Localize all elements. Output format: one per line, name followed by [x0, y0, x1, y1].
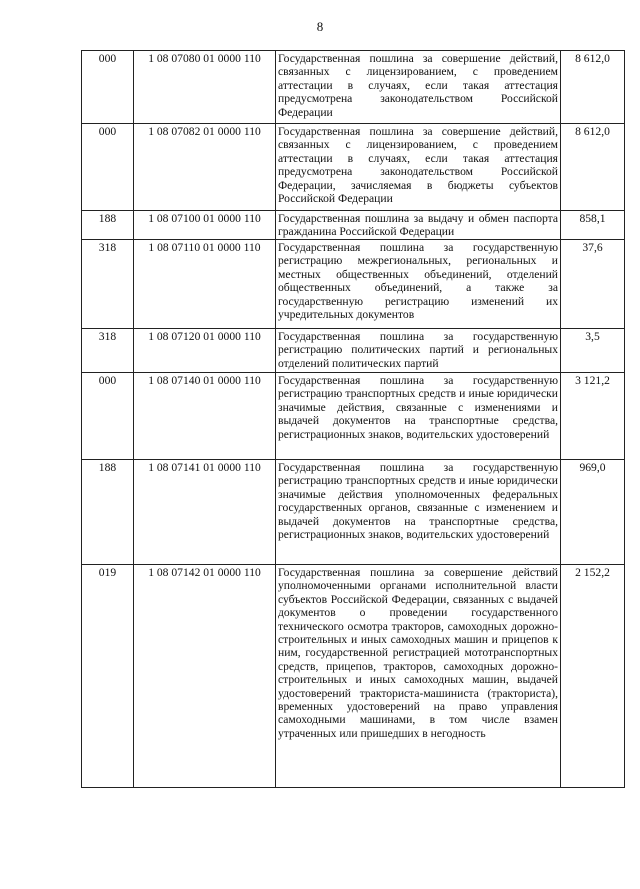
budget-classification-code-cell: 1 08 07080 01 0000 110	[134, 51, 276, 124]
admin-code-cell: 000	[82, 51, 134, 124]
amount-cell: 2 152,2	[561, 565, 625, 788]
table-row	[82, 240, 625, 329]
revenue-description-cell: Государственная пошлина за государственную регистрацию транспортных средств и иные юридически значимые действия уполномоченных федеральных государственных органов, связанные с изменением и выдачей документов на транспортные средства, регистрационных знаков, водительских удостоверений	[276, 460, 561, 565]
table-row	[82, 460, 625, 565]
amount-cell: 8 612,0	[561, 124, 625, 211]
budget-classification-code-cell: 1 08 07100 01 0000 110	[134, 211, 276, 240]
revenue-description-cell: Государственная пошлина за совершение действий уполномоченными органами исполнительной власти субъектов Российской Федерации, связанных с выдачей документов о проведении государственного технического осмотра тракторов, самоходных дорожно-строительных и иных самоходных машин и прицепов к ним, государственной регистрацией мототранспортных средств, прицепов, тракторов, самоходных дорожно-строительных и иных самоходных машин, выдачей удостоверений тракториста-машиниста (тракториста), временных удостоверений на право управления самоходными машинами, в том числе взамен утраченных или пришедших в негодность	[276, 565, 561, 788]
amount-cell: 969,0	[561, 460, 625, 565]
budget-classification-code-cell: 1 08 07082 01 0000 110	[134, 124, 276, 211]
amount-cell: 3,5	[561, 329, 625, 373]
admin-code-cell: 188	[82, 211, 134, 240]
revenue-description-cell: Государственная пошлина за совершение действий, связанных с лицензированием, с проведением аттестации в случаях, если такая аттестация предусмотрена законодательством Российской Федерации	[276, 51, 561, 124]
budget-revenue-table	[81, 50, 625, 788]
revenue-description-cell: Государственная пошлина за выдачу и обмен паспорта гражданина Российской Федерации	[276, 211, 561, 240]
revenue-description-cell: Государственная пошлина за государственную регистрацию транспортных средств и иные юридически значимые действия, связанные с изменениями и выдачей документов на транспортные средства, регистрационных знаков, водительских удостоверений	[276, 373, 561, 460]
admin-code-cell: 000	[82, 124, 134, 211]
budget-classification-code-cell: 1 08 07110 01 0000 110	[134, 240, 276, 329]
admin-code-cell: 188	[82, 460, 134, 565]
admin-code-cell: 318	[82, 329, 134, 373]
revenue-description-cell: Государственная пошлина за совершение действий, связанных с лицензированием, с проведением аттестации в случаях, если такая аттестация предусмотрена законодательством Российской Федерации, зачисляемая в бюджеты субъектов Российской Федерации	[276, 124, 561, 211]
admin-code-cell: 318	[82, 240, 134, 329]
revenue-description-cell: Государственная пошлина за государственную регистрацию межрегиональных, региональных и местных общественных объединений, отделений общественных объединений, а также за государственную регистрацию изменений их учредительных документов	[276, 240, 561, 329]
table-row	[82, 211, 625, 240]
table-row	[82, 373, 625, 460]
table-row	[82, 124, 625, 211]
amount-cell: 8 612,0	[561, 51, 625, 124]
amount-cell: 858,1	[561, 211, 625, 240]
table-row	[82, 565, 625, 788]
amount-cell: 37,6	[561, 240, 625, 329]
budget-classification-code-cell: 1 08 07140 01 0000 110	[134, 373, 276, 460]
table-row	[82, 329, 625, 373]
admin-code-cell: 019	[82, 565, 134, 788]
amount-cell: 3 121,2	[561, 373, 625, 460]
page-number: 8	[316, 19, 324, 34]
revenue-description-cell: Государственная пошлина за государственную регистрацию политических партий и региональных отделений политических партий	[276, 329, 561, 373]
table-row	[82, 51, 625, 124]
budget-classification-code-cell: 1 08 07142 01 0000 110	[134, 565, 276, 788]
admin-code-cell: 000	[82, 373, 134, 460]
budget-classification-code-cell: 1 08 07120 01 0000 110	[134, 329, 276, 373]
budget-classification-code-cell: 1 08 07141 01 0000 110	[134, 460, 276, 565]
